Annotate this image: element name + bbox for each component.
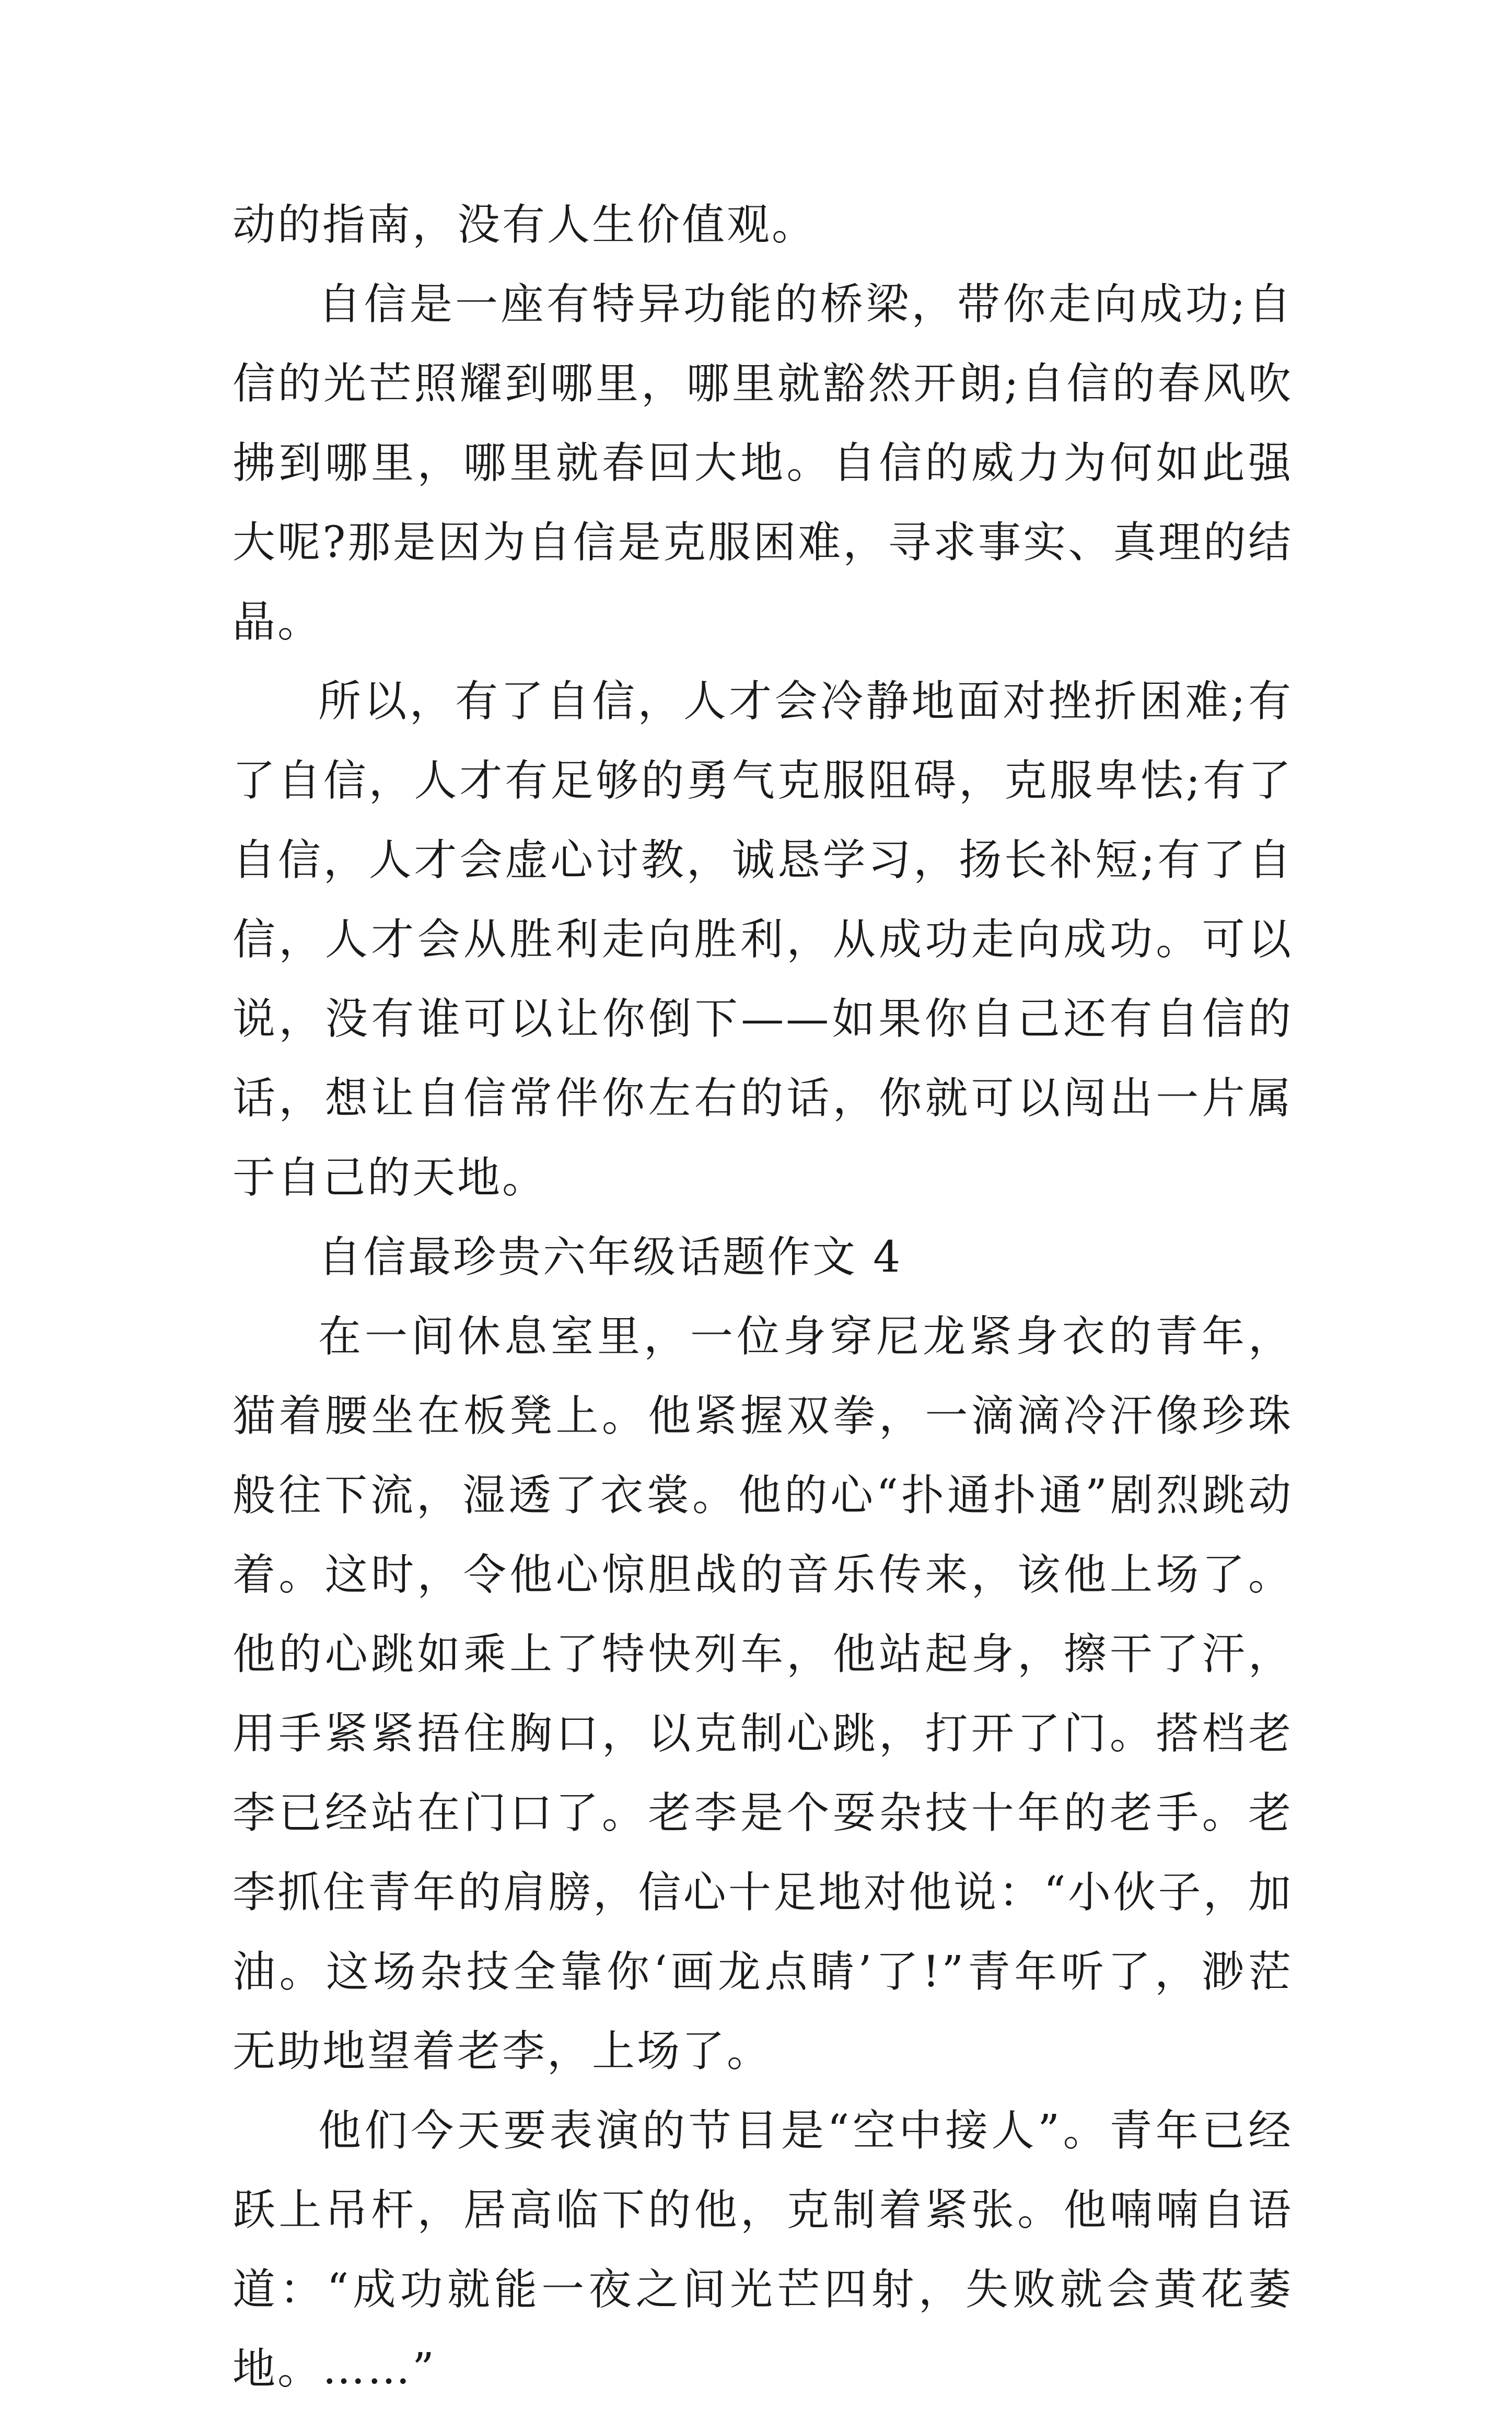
paragraph-performance: 他们今天要表演的节目是“空中接人”。青年已经跃上吊杆，居高临下的他，克制着紧张。他喃喃自语道：“成功就能一夜之间光芒四射，失败就会黄花萎地。……”	[232, 2106, 1293, 2394]
paragraph-with-confidence: 所以，有了自信，人才会冷静地面对挫折困难;有了自信，人才有足够的勇气克服阻碍，克服卑怯;有了自信，人才会虚心讨教，诚恳学习，扬长补短;有了自信，人才会从胜利走向胜利，从成功走向成功。可以说，没有谁可以让你倒下——如果你自己还有自信的话，想让自信常伴你左右的话，你就可以闯出一片属于自己的天地。	[232, 677, 1293, 1203]
document-body	[232, 185, 1293, 2409]
paragraph-confidence-bridge: 自信是一座有特异功能的桥梁，带你走向成功;自信的光芒照耀到哪里，哪里就豁然开朗;自信的春风吹拂到哪里，哪里就春回大地。自信的威力为何如此强大呢?那是因为自信是克服困难，寻求事实、真理的结晶。	[232, 280, 1293, 647]
essay-heading: 自信最珍贵六年级话题作文 4	[318, 1232, 903, 1282]
paragraph-rest-room: 在一间休息室里，一位身穿尼龙紧身衣的青年，猫着腰坐在板凳上。他紧握双拳，一滴滴冷汗像珍珠般往下流，湿透了衣裳。他的心“扑通扑通”剧烈跳动着。这时，令他心惊胆战的音乐传来，该他上场了。他的心跳如乘上了特快列车，他站起身，擦干了汗，用手紧紧捂住胸口，以克制心跳，打开了门。搭档老李已经站在门口了。老李是个耍杂技十年的老手。老李抓住青年的肩膀，信心十足地对他说：“小伙子，加油。这场杂技全靠你‘画龙点睛’了!”青年听了，渺茫无助地望着老李，上场了。	[232, 1312, 1293, 2076]
paragraph-continuation: 动的指南，没有人生价值观。	[232, 200, 817, 250]
